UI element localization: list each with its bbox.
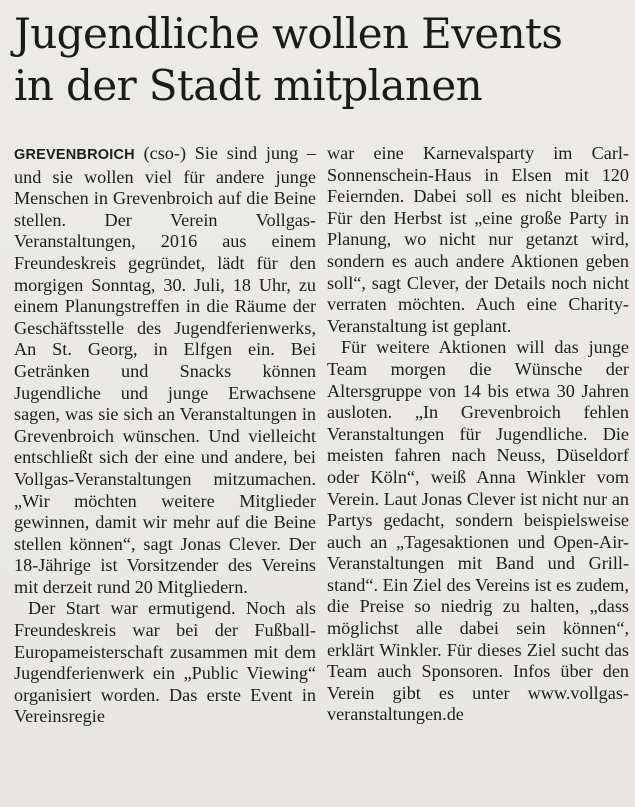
article-headline bbox=[14, 8, 627, 112]
article-body bbox=[14, 143, 629, 728]
paragraph-1 bbox=[14, 143, 316, 598]
dateline: GREVENBROICH bbox=[14, 147, 135, 163]
column-right bbox=[327, 143, 629, 728]
paragraph-1-text: (cso-) Sie sind jung – und sie wollen viel für andere junge Menschen in Grevenbroich auf die Beine stellen. Der Verein Vollgas-Veranstaltungen, 2016 aus einem Freundeskreis gegründet, lädt für den morgigen Sonntag, 30. Juli, 18 Uhr, zu einem Planungstreffen in die Räume der Geschäftsstelle des Jugendferienwerks, An St. Georg, in Elfgen ein. Bei Getränken und Snacks können Jugendliche und junge Erwachsene sagen, was sie sich an Veranstaltungen in Grevenbroich wünschen. Und vielleicht entschließt sich der eine und andere, bei Vollgas-Veranstaltungen mitzumachen. „Wir möchten weitere Mitglieder gewinnen, damit wir mehr auf die Beine stellen können“, sagt Jonas Clever. Der 18-Jährige ist Vorsitzender des Vereins mit derzeit rund 20 Mitgliedern. bbox=[14, 143, 316, 597]
headline-line-2: in der Stadt mitplanen bbox=[14, 61, 483, 110]
paragraph-4: Für weitere Aktionen will das junge Team morgen die Wünsche der Altersgruppe von 14 bis etwa 30 Jahren ausloten. „In Grevenbroich fehlen Veranstaltungen für Jugendliche. Die meisten fahren nach Neuss, Düseldorf oder Köln“, weiß Anna Winkler vom Verein. Laut Jonas Clever ist nicht nur an Partys gedacht, sondern beispielsweise auch an „Tagesaktionen und Open-Air-Veranstaltungen mit Band und Grillstand“. Ein Ziel des Vereins ist es zudem, die Preise so niedrig zu halten, „dass möglichst alle dabei sein können“, erklärt Winkler. Für dieses Ziel sucht das Team auch Sponsoren. Infos über den Verein gibt es unter www.vollgas-veranstaltungen.de bbox=[327, 337, 629, 725]
headline-line-1: Jugendliche wollen Events bbox=[14, 9, 563, 58]
paragraph-3: war eine Karnevalsparty im Carl-Sonnenschein-Haus in Elsen mit 120 Feiernden. Dabei soll es nicht bleiben. Für den Herbst ist „eine große Party in Planung, wo nicht nur getanzt wird, sondern es auch andere Aktionen geben soll“, sagt Clever, der Details noch nicht verraten möchten. Auch eine Charity-Veranstaltung ist geplant. bbox=[327, 143, 629, 336]
column-left bbox=[14, 143, 316, 728]
paragraph-2: Der Start war ermutigend. Noch als Freundeskreis war bei der Fußball-Europameisterschaft zusammen mit dem Jugendferienwerk ein „Public Viewing“ organisiert worden. Das erste Event in Vereinsregie bbox=[14, 598, 316, 727]
